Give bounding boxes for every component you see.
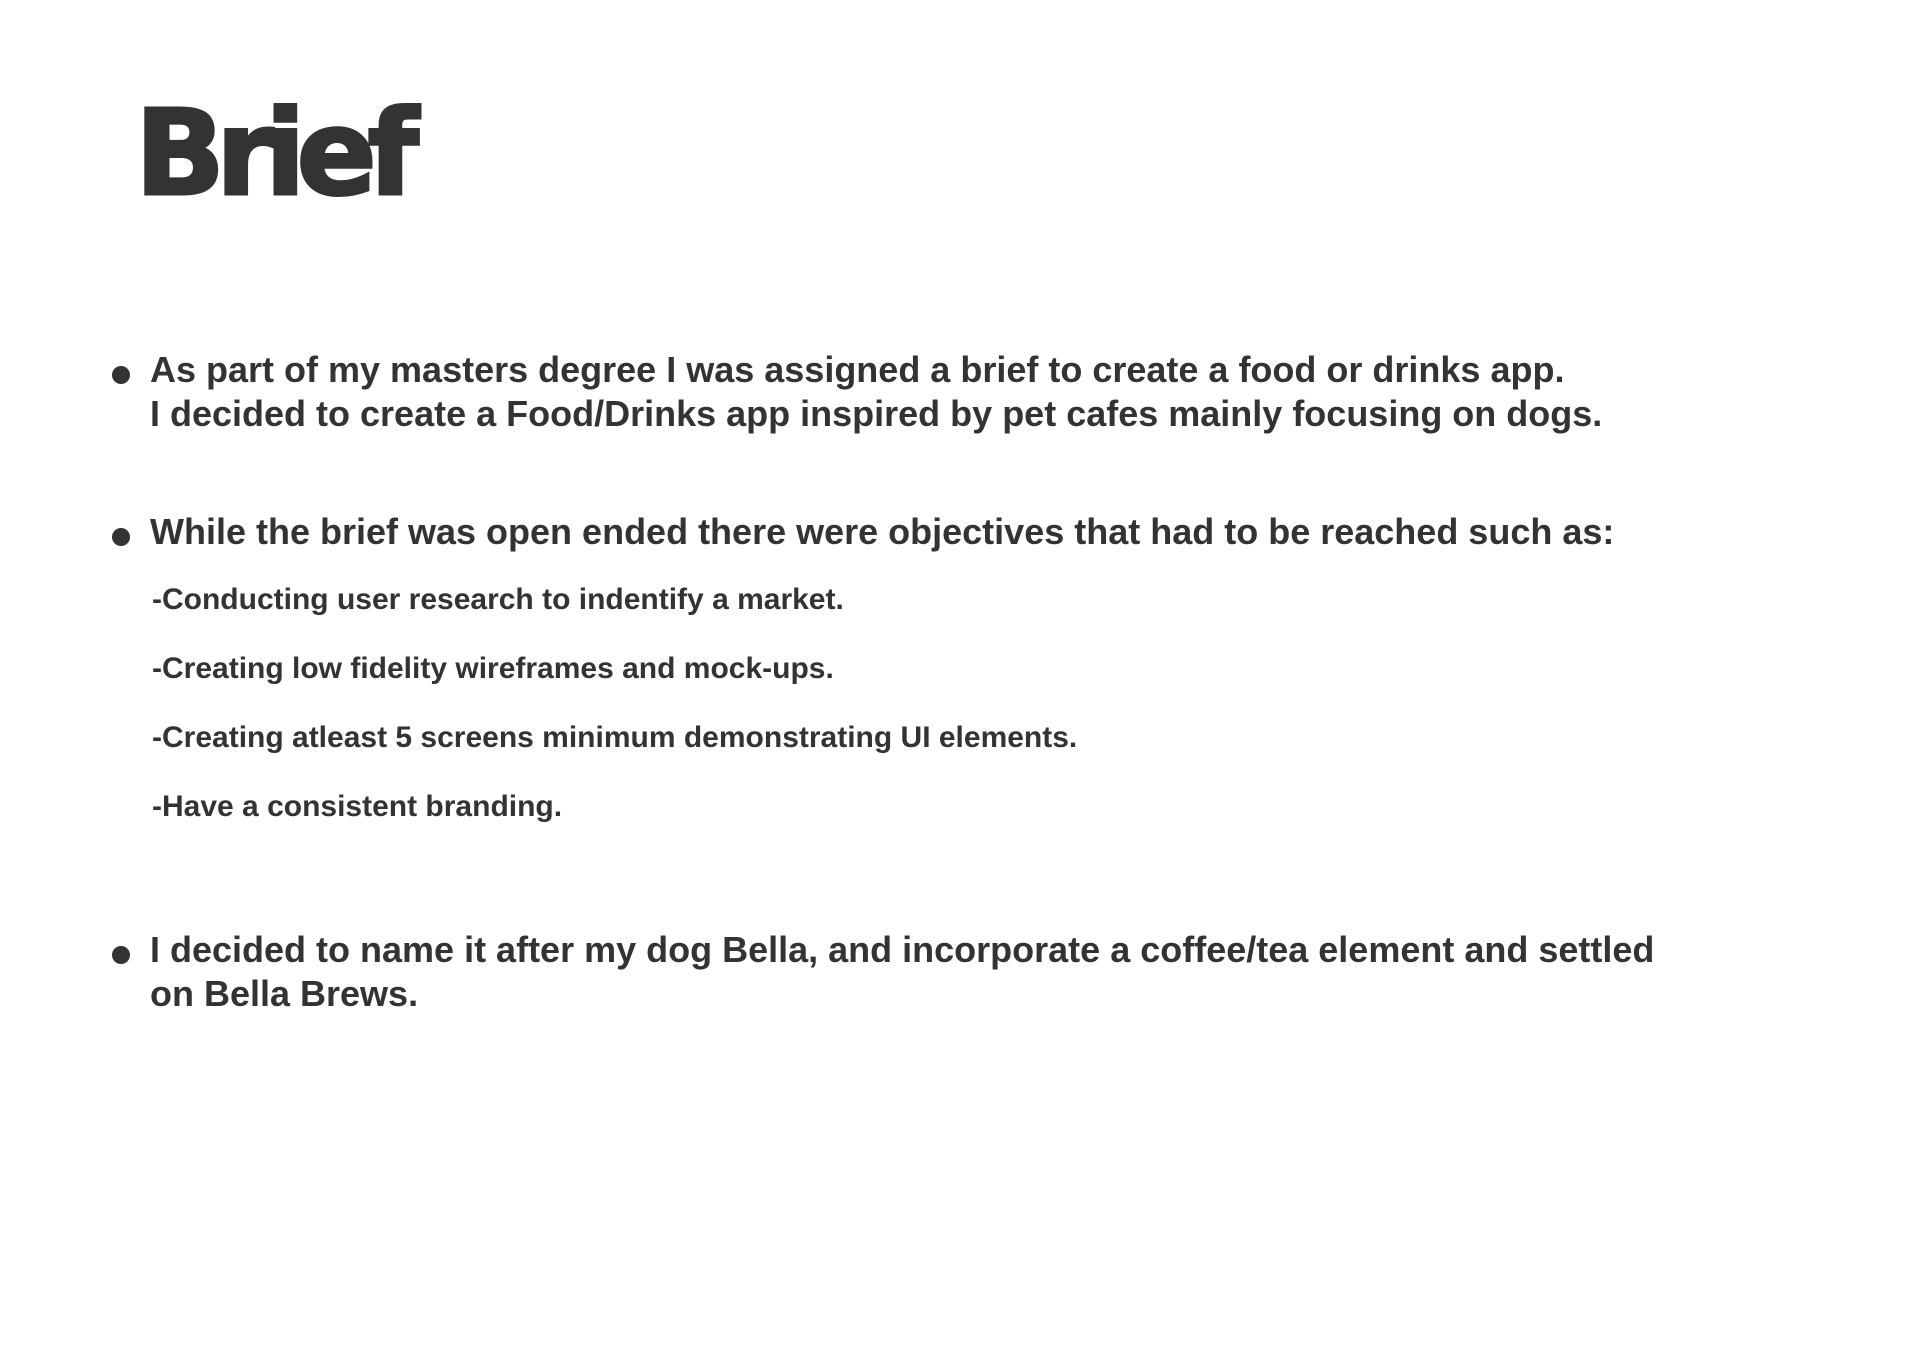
bullet-item-1 <box>112 348 1672 448</box>
bullet-dot-icon <box>112 946 130 964</box>
bullet-text-line: I decided to name it after my dog Bella, and incorporate a coffee/tea element and settled <box>150 929 1655 970</box>
page-title: Brief <box>135 84 410 222</box>
bullet-text-line: I decided to create a Food/Drinks app inspired by pet cafes mainly focusing on dogs. <box>150 393 1603 434</box>
bullet-dot-icon <box>112 366 130 384</box>
objective-item: -Conducting user research to indentify a market. <box>152 583 844 616</box>
objective-item: -Creating atleast 5 screens minimum demonstrating UI elements. <box>152 721 1078 754</box>
objective-item: -Have a consistent branding. <box>152 790 563 823</box>
bullet-item-2 <box>112 510 1672 566</box>
bullet-item-3 <box>112 928 1672 1028</box>
bullet-dot-icon <box>112 528 130 546</box>
bullet-text-line: on Bella Brews. <box>150 973 419 1014</box>
objectives-list <box>152 582 1077 858</box>
bullet-text-line: While the brief was open ended there were objectives that had to be reached such as: <box>150 511 1615 552</box>
objective-item: -Creating low fidelity wireframes and mock-ups. <box>152 652 834 685</box>
bullet-text-line: As part of my masters degree I was assigned a brief to create a food or drinks app. <box>150 349 1565 390</box>
